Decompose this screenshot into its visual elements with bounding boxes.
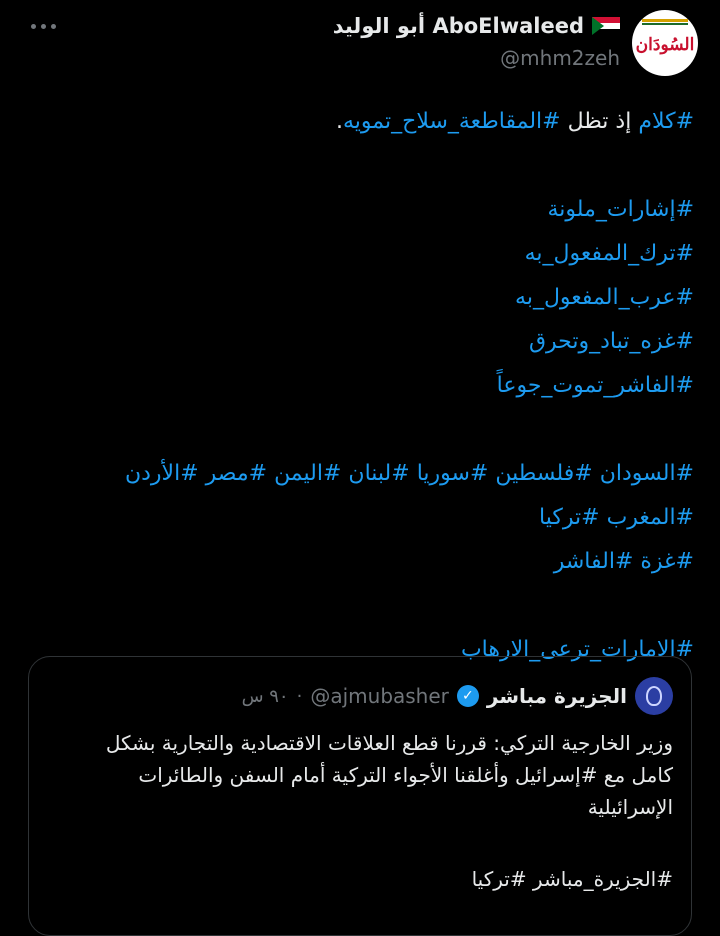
hashtag-link[interactable]: #غزة [640, 549, 694, 574]
quoted-tweet-text [43, 727, 673, 895]
quoted-tweet-card[interactable] [28, 656, 692, 936]
tweet-header [333, 10, 698, 76]
hashtag-link[interactable]: #كلام [638, 109, 694, 134]
quoted-timestamp[interactable]: ٩٠ س [241, 685, 289, 707]
aljazeera-logo-icon [646, 686, 662, 706]
hashtag-link[interactable]: #ترك_المفعول_به [524, 241, 694, 266]
name-row [333, 14, 620, 38]
hashtag-link[interactable]: #الامارات_ترعى_الارهاب [460, 637, 694, 662]
quoted-text-line: كامل مع #إسرائيل وأغلقنا الأجواء التركية أمام السفن والطائرات [138, 763, 673, 787]
tweet-text [54, 100, 694, 672]
quoted-tags-line: #الجزيرة_مباشر #تركيا [471, 867, 673, 891]
quoted-display-name[interactable]: الجزيرة مباشر [486, 684, 627, 708]
avatar-stripe [642, 23, 688, 25]
quoted-handle[interactable]: @ajmubasher [310, 684, 449, 708]
hashtag-link[interactable]: #إشارات_ملونة [547, 197, 694, 222]
verified-badge-icon: ✓ [457, 685, 479, 707]
avatar-stripe [642, 19, 688, 22]
hashtag-link[interactable]: #الفاشر [553, 549, 634, 574]
quoted-text-line: وزير الخارجية التركي: قررنا قطع العلاقات الاقتصادية والتجارية بشكل [105, 731, 673, 755]
quoted-tweet-header [242, 677, 673, 715]
hashtag-link[interactable]: #غزه_تباد_وتحرق [528, 329, 694, 354]
more-options-icon [31, 24, 36, 29]
more-options-button[interactable] [28, 14, 58, 38]
hashtag-link[interactable]: #اليمن [274, 461, 342, 486]
hashtag-link[interactable]: #السودان [599, 461, 694, 486]
separator-dot: · [296, 685, 303, 707]
sudan-flag-icon [592, 17, 620, 35]
quoted-text-line: الإسرائيلية [587, 795, 673, 819]
hashtag-link[interactable]: #الأردن [124, 461, 199, 486]
hashtag-link[interactable]: #المغرب [606, 505, 694, 530]
display-name[interactable]: AboElwaleed أبو الوليد [332, 14, 584, 38]
avatar[interactable] [632, 10, 698, 76]
user-block [333, 10, 620, 70]
hashtag-link[interactable]: #الفاشر_تموت_جوعاً [496, 373, 694, 398]
tweet-line [54, 100, 694, 144]
tweet-text-fragment: إذ تظل [560, 109, 639, 134]
hashtag-link[interactable]: #لبنان [348, 461, 410, 486]
tweet-text-fragment: . [336, 109, 343, 134]
hashtag-link[interactable]: #فلسطين [495, 461, 593, 486]
hashtag-link[interactable]: #سوريا [416, 461, 489, 486]
more-dot [51, 24, 56, 29]
quoted-avatar[interactable] [635, 677, 673, 715]
hashtag-link[interactable]: #مصر [205, 461, 268, 486]
hashtag-link[interactable]: #تركيا [539, 505, 600, 530]
hashtag-link[interactable]: #المقاطعة_سلاح_تمويه [343, 109, 561, 134]
avatar-logo-text: السُودَان [635, 35, 695, 55]
hashtag-link[interactable]: #عرب_المفعول_به [515, 285, 694, 310]
more-dot [41, 24, 46, 29]
user-handle[interactable]: @mhm2zeh [500, 46, 620, 70]
